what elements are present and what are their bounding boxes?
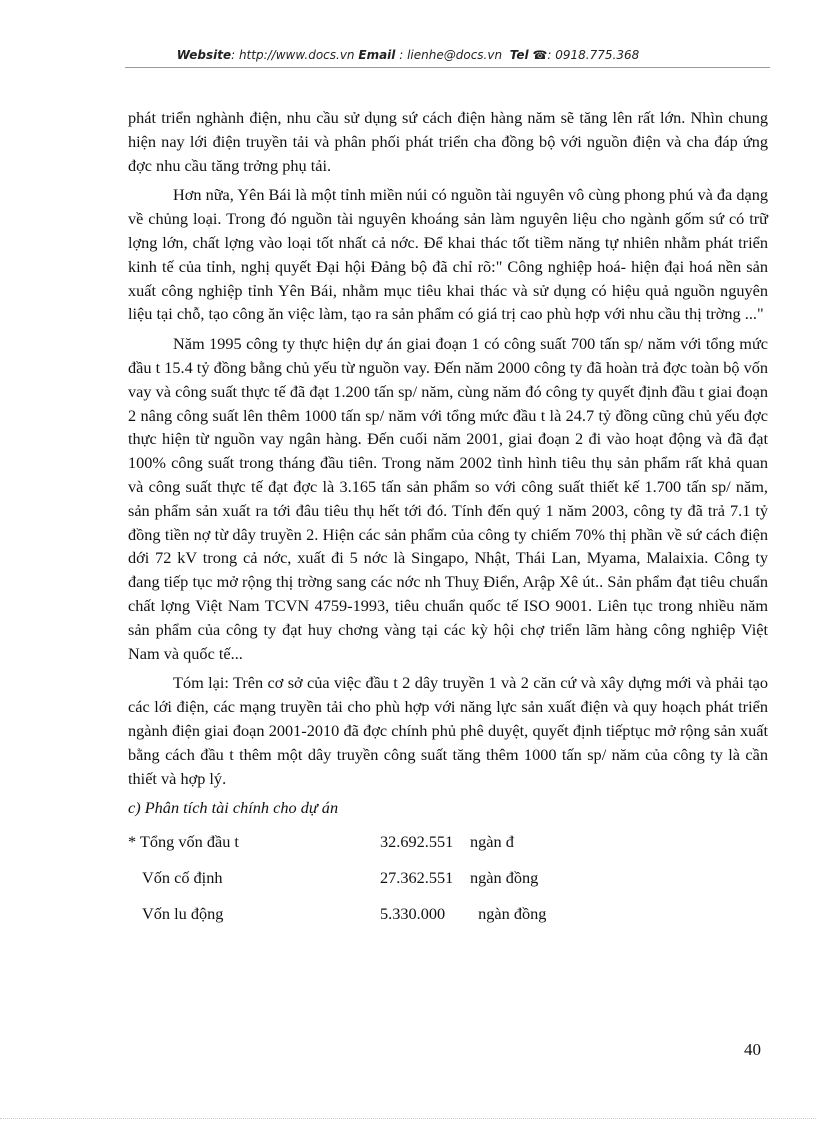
finance-value: 32.692.551 <box>380 832 454 852</box>
page-header <box>0 48 816 62</box>
section-subheading: c) Phân tích tài chính cho dự án <box>128 798 339 818</box>
finance-row <box>128 860 546 896</box>
website-label: Website <box>176 48 232 62</box>
tel-value: : 0918.775.368 <box>547 48 640 62</box>
finance-unit: ngàn đ <box>470 832 514 852</box>
page-bottom-border <box>0 1118 816 1119</box>
website-url[interactable]: : http://www.docs.vn <box>231 48 355 62</box>
finance-row <box>128 824 546 860</box>
finance-value: 5.330.000 <box>380 904 446 924</box>
page-number: 40 <box>744 1040 761 1059</box>
finance-unit: ngàn đồng <box>470 904 547 924</box>
email-label: Email <box>358 48 396 62</box>
finance-unit: ngàn đồng <box>470 868 539 888</box>
finance-label: * Tổng vốn đầu t <box>128 832 239 852</box>
finance-label: Vốn cố định <box>142 868 223 888</box>
tel-label: Tel <box>509 48 529 62</box>
document-body <box>128 106 768 932</box>
finance-label: Vốn lu động <box>142 904 224 924</box>
paragraph-3: Năm 1995 công ty thực hiện dự án giai đoạn 1 có công suất 700 tấn sp/ năm với tổng mức đầu t 15.4 tỷ đồng bằng chủ yếu từ nguồn vay. Đến năm 2000 công ty đã hoàn trả đợc toàn bộ vốn vay và công suất thực tế đã đạt 1.200 tấn sp/ năm, cùng năm đó công ty quyết định đầu t giai đoạn 2 nâng công suất lên thêm 1000 tấn sp/ năm với tổng mức đầu t là 24.7 tỷ đồng cũng chủ yếu đợc thực hiện từ nguồn vay ngân hàng. Đến cuối năm 2001, giai đoạn 2 đi vào hoạt động và đã đạt 100% công suất trong tháng đầu tiên. Trong năm 2002 tình hình tiêu thụ sản phẩm rất khả quan và công suất thực tế đạt đợc là 3.165 tấn sản phẩm so với công suất thiết kế 1.700 tấn sp/ năm, sản phẩm sản xuất ra tới đâu tiêu thụ hết tới đó. Tính đến quý 1 năm 2003, công ty đã trả 7.1 tỷ đồng tiền nợ từ dây truyền 2. Hiện các sản phẩm của công ty chiếm 70% thị phần về sứ cách điện dới 72 kV trong cả nớc, xuất đi 5 nớc là Singapo, Nhật, Thái Lan, Myama, Malaixia. Công ty đang tiếp tục mở rộng thị trờng sang các nớc nh Thuỵ Điển, Arập Xê út.. Sản phẩm đạt tiêu chuẩn chất lợng Việt Nam TCVN 4759-1993, tiêu chuẩn quốc tế ISO 9001. Liên tục trong nhiều năm sản phẩm của công ty đạt huy chơng vàng tại các kỳ hội chợ triển lãm hàng công nghiệp Việt Nam và quốc tế... <box>128 334 768 663</box>
finance-row <box>128 896 546 932</box>
email-value[interactable]: : lienhe@docs.vn <box>399 48 503 62</box>
paragraph-1: phát triển nghành điện, nhu cầu sử dụng sứ cách điện hàng năm sẽ tăng lên rất lớn. Nhìn chung hiện nay lới điện truyền tải và phân phối phát triển cha đồng bộ với nguồn điện và cha đáp ứng đợc nhu cầu tăng trởng phụ tải. <box>128 108 768 175</box>
finance-table <box>128 824 546 932</box>
header-rule <box>125 67 770 68</box>
paragraph-4: Tóm lại: Trên cơ sở của việc đầu t 2 dây truyền 1 và 2 căn cứ và xây dựng mới và phải tạo các lới điện, các mạng truyền tải cho phù hợp với năng lực sản xuất điện và quy hoạch phát triển ngành điện giai đoạn 2001-2010 đã đợc chính phủ phê duyệt, quyết định tiếptục mở rộng sản xuất bằng cách đầu t thêm một dây truyền công suất tăng thêm 1000 tấn sp/ năm của công ty là cần thiết và hợp lý. <box>128 673 768 788</box>
phone-icon: ☎ <box>532 48 548 62</box>
finance-value: 27.362.551 <box>380 868 454 888</box>
paragraph-2: Hơn nữa, Yên Bái là một tỉnh miền núi có nguồn tài nguyên vô cùng phong phú và đa dạng về chủng loại. Trong đó nguồn tài nguyên khoáng sản làm nguyên liệu cho ngành gốm sứ có trữ lợng lớn, chất lợng vào loại tốt nhất cả nớc. Để khai thác tốt tiềm năng tự nhiên nhằm phát triển kinh tế của tỉnh, nghị quyết Đại hội Đảng bộ đã chỉ rõ:" Công nghiệp hoá- hiện đại hoá nền sản xuất công nghiệp tỉnh Yên Bái, nhằm mục tiêu khai thác và sử dụng có hiệu quả nguồn nguyên liệu tại chỗ, tạo công ăn việc làm, tạo ra sản phẩm có giá trị cao phù hợp với nhu cầu thị trờng ..." <box>128 185 768 324</box>
